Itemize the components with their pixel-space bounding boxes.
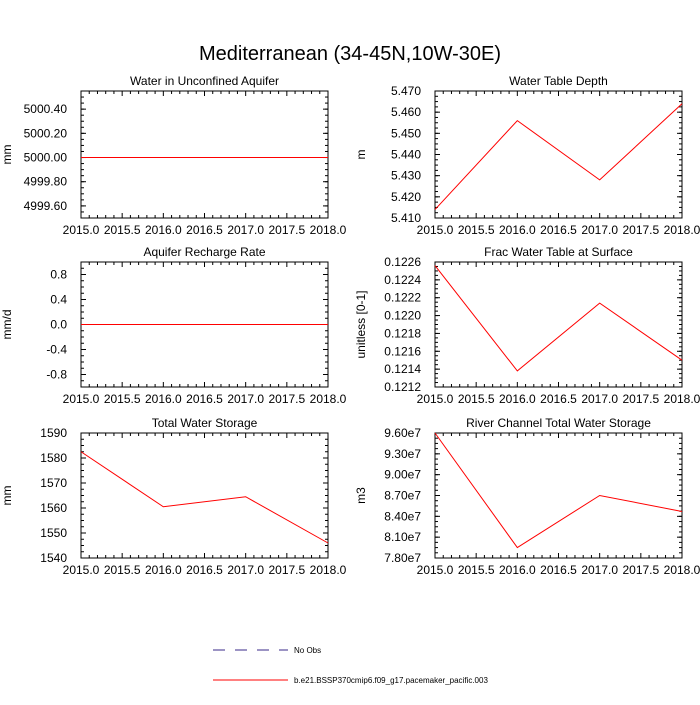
x-tick-label: 2015.0 (62, 223, 100, 237)
legend-label-model: b.e21.BSSP370cmip6.f09_g17.pacemaker_pacific.003 (294, 676, 488, 685)
x-tick-label: 2016.5 (186, 223, 223, 237)
x-tick-label: 2016.0 (144, 223, 182, 237)
x-tick-label: 2015.0 (62, 563, 100, 577)
x-tick-label: 2016.0 (498, 392, 536, 406)
y-tick-label: 5.420 (390, 189, 421, 204)
y-tick-label: 0.1218 (384, 326, 421, 341)
y-tick-label: 0.8 (50, 267, 67, 282)
y-tick-label: 8.70e7 (384, 488, 421, 503)
y-tick-label: 1540 (40, 551, 67, 565)
x-tick-label: 2016.5 (540, 223, 577, 237)
x-tick-label: 2015.5 (457, 563, 495, 577)
x-tick-label: 2016.5 (186, 392, 223, 406)
y-tick-label: 4999.80 (23, 174, 67, 189)
x-tick-label: 2015.0 (62, 392, 100, 406)
series-line (435, 433, 682, 548)
panel-title: Water in Unconfined Aquifer (130, 74, 279, 88)
legend (213, 646, 488, 685)
panel-title: Aquifer Recharge Rate (143, 245, 266, 259)
x-tick-label: 2016.5 (540, 563, 577, 577)
x-tick-label: 2016.0 (498, 223, 536, 237)
chart-panel-3 (0, 245, 347, 406)
x-tick-label: 2017.5 (268, 392, 306, 406)
chart-panel-4 (354, 245, 700, 406)
y-tick-label: 5.450 (390, 126, 421, 141)
y-tick-label: 1570 (40, 476, 67, 490)
y-tick-label: 0.1214 (384, 362, 421, 377)
x-tick-label: 2015.5 (103, 563, 141, 577)
panel-title: Water Table Depth (509, 74, 608, 88)
x-tick-label: 2016.0 (498, 563, 536, 577)
y-tick-label: 0.1212 (384, 380, 421, 394)
y-tick-label: -0.8 (46, 367, 67, 382)
x-tick-label: 2017.0 (581, 563, 619, 577)
panel-title: Frac Water Table at Surface (484, 245, 633, 259)
x-tick-label: 2016.0 (144, 392, 182, 406)
chart-panel-2 (354, 74, 700, 237)
panel-title: Total Water Storage (151, 416, 258, 430)
y-tick-label: 0.1220 (384, 308, 421, 323)
x-tick-label: 2018.0 (309, 223, 347, 237)
y-axis-label: m3 (354, 487, 368, 504)
chart-panel-5 (0, 416, 347, 577)
y-tick-label: 5.440 (390, 147, 421, 162)
y-tick-label: 5.470 (390, 84, 421, 98)
plot-frame (435, 91, 682, 218)
x-tick-label: 2015.0 (416, 392, 454, 406)
panel-title: River Channel Total Water Storage (466, 416, 651, 430)
y-tick-label: 9.30e7 (384, 446, 421, 461)
x-tick-label: 2018.0 (663, 392, 700, 406)
y-tick-label: 5.460 (390, 105, 421, 120)
chart-panel-6 (354, 416, 700, 577)
x-tick-label: 2018.0 (309, 392, 347, 406)
y-tick-label: 0.1222 (384, 290, 421, 305)
plot-frame (435, 262, 682, 387)
plot-frame (81, 91, 328, 218)
x-tick-label: 2016.0 (144, 563, 182, 577)
y-tick-label: 5000.40 (23, 102, 67, 117)
y-tick-label: 9.00e7 (384, 467, 421, 482)
x-tick-label: 2017.0 (227, 392, 265, 406)
x-tick-label: 2017.5 (268, 563, 306, 577)
y-tick-label: 1580 (40, 451, 67, 465)
series-line (435, 104, 682, 210)
y-tick-label: 0.0 (50, 317, 67, 332)
y-tick-label: 0.1216 (384, 344, 421, 359)
x-tick-label: 2017.0 (581, 223, 619, 237)
y-axis-label: m (354, 149, 368, 160)
y-tick-label: 1590 (40, 426, 67, 440)
series-line (435, 266, 682, 371)
y-tick-label: 7.80e7 (384, 551, 421, 565)
x-tick-label: 2015.5 (457, 223, 495, 237)
x-tick-label: 2015.0 (416, 563, 454, 577)
y-tick-label: 5000.20 (23, 126, 67, 141)
x-tick-label: 2017.0 (227, 563, 265, 577)
x-tick-label: 2017.5 (622, 392, 660, 406)
y-axis-label: mm (0, 485, 14, 506)
y-axis-label: mm (0, 144, 14, 165)
x-tick-label: 2017.0 (581, 392, 619, 406)
y-tick-label: 9.60e7 (384, 426, 421, 440)
panel-grid (0, 74, 700, 577)
x-tick-label: 2017.5 (268, 223, 306, 237)
x-tick-label: 2018.0 (663, 563, 700, 577)
plot-frame (435, 433, 682, 558)
y-tick-label: 0.1224 (384, 272, 421, 287)
figure-title: Mediterranean (34-45N,10W-30E) (198, 43, 502, 65)
y-axis-label: unitless [0-1] (354, 290, 368, 359)
y-tick-label: 1550 (40, 526, 67, 540)
x-tick-label: 2017.5 (622, 563, 660, 577)
x-tick-label: 2017.0 (227, 223, 265, 237)
x-tick-label: 2015.0 (416, 223, 454, 237)
x-tick-label: 2017.5 (622, 223, 660, 237)
y-tick-label: -0.4 (46, 342, 67, 357)
y-tick-label: 5.410 (390, 211, 421, 225)
y-tick-label: 5.430 (390, 168, 421, 183)
x-tick-label: 2016.5 (540, 392, 577, 406)
y-tick-label: 0.1226 (384, 255, 421, 269)
chart-panel-1 (0, 74, 347, 237)
x-tick-label: 2015.5 (457, 392, 495, 406)
y-tick-label: 5000.00 (23, 150, 67, 165)
y-axis-label: mm/d (0, 309, 14, 340)
y-tick-label: 4999.60 (23, 198, 67, 213)
x-tick-label: 2018.0 (663, 223, 700, 237)
y-tick-label: 1560 (40, 501, 67, 515)
x-tick-label: 2015.5 (103, 392, 141, 406)
plot-frame (81, 433, 328, 558)
x-tick-label: 2015.5 (103, 223, 141, 237)
legend-label-no-obs: No Obs (294, 646, 322, 655)
series-line (81, 452, 328, 543)
y-tick-label: 8.40e7 (384, 509, 421, 524)
x-tick-label: 2018.0 (309, 563, 347, 577)
y-tick-label: 8.10e7 (384, 530, 421, 545)
x-tick-label: 2016.5 (186, 563, 223, 577)
y-tick-label: 0.4 (50, 292, 67, 307)
